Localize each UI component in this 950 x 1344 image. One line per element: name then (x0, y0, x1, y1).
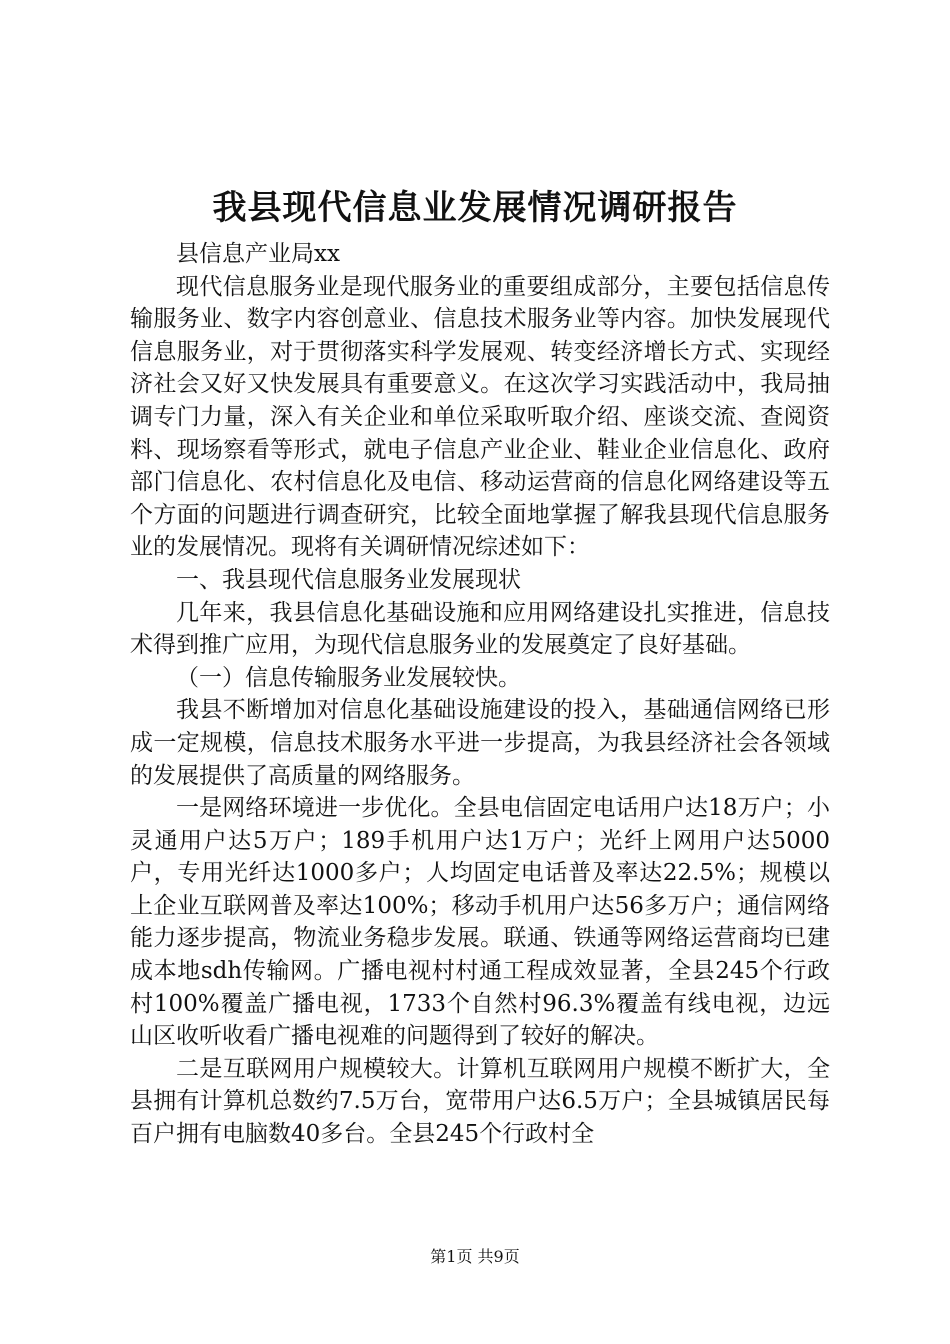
paragraph: 一是网络环境进一步优化。全县电信固定电话用户达18万户；小灵通用户达5万户；189手机用户达1万户；光纤上网用户达5000户，专用光纤达1000多户；人均固定电话普及率达22.5%；规模以上企业互联网普及率达100%；移动手机用户达56多万户；通信网络能力逐步提高，物流业务稳步发展。联通、铁通等网络运营商均已建成本地sdh传输网。广播电视村村通工程成效显著，全县245个行政村100%覆盖广播电视，1733个自然村96.3%覆盖有线电视，边远山区收听收看广播电视难的问题得到了较好的解决。 (130, 795, 830, 1050)
document-title: 我县现代信息业发展情况调研报告 (212, 188, 738, 228)
author-line: 县信息产业局xx (176, 241, 340, 267)
paragraph: 几年来，我县信息化基础设施和应用网络建设扎实推进，信息技术得到推广应用，为现代信息服务业的发展奠定了良好基础。 (130, 599, 830, 659)
document-body (130, 238, 830, 1151)
subsection-heading: （一）信息传输服务业发展较快。 (176, 664, 521, 691)
section-heading: 一、我县现代信息服务业发展现状 (176, 566, 521, 593)
paragraph: 现代信息服务业是现代服务业的重要组成部分，主要包括信息传输服务业、数字内容创意业、信息技术服务业等内容。加快发展现代信息服务业，对于贯彻落实科学发展观、转变经济增长方式、实现经济社会又好又快发展具有重要意义。在这次学习实践活动中，我局抽调专门力量，深入有关企业和单位采取听取介绍、座谈交流、查阅资料、现场察看等形式，就电子信息产业企业、鞋业企业信息化、政府部门信息化、农村信息化及电信、移动运营商的信息化网络建设等五个方面的问题进行调查研究，比较全面地掌握了解我县现代信息服务业的发展情况。现将有关调研情况综述如下： (130, 273, 830, 561)
paragraph: 我县不断增加对信息化基础设施建设的投入，基础通信网络已形成一定规模，信息技术服务水平进一步提高，为我县经济社会各领域的发展提供了高质量的网络服务。 (130, 697, 830, 789)
page-number-footer: 第1页 共9页 (430, 1247, 520, 1266)
paragraph: 二是互联网用户规模较大。计算机互联网用户规模不断扩大，全县拥有计算机总数约7.5万台，宽带用户达6.5万户；全县城镇居民每百户拥有电脑数40多台。全县245个行政村全 (130, 1055, 830, 1148)
